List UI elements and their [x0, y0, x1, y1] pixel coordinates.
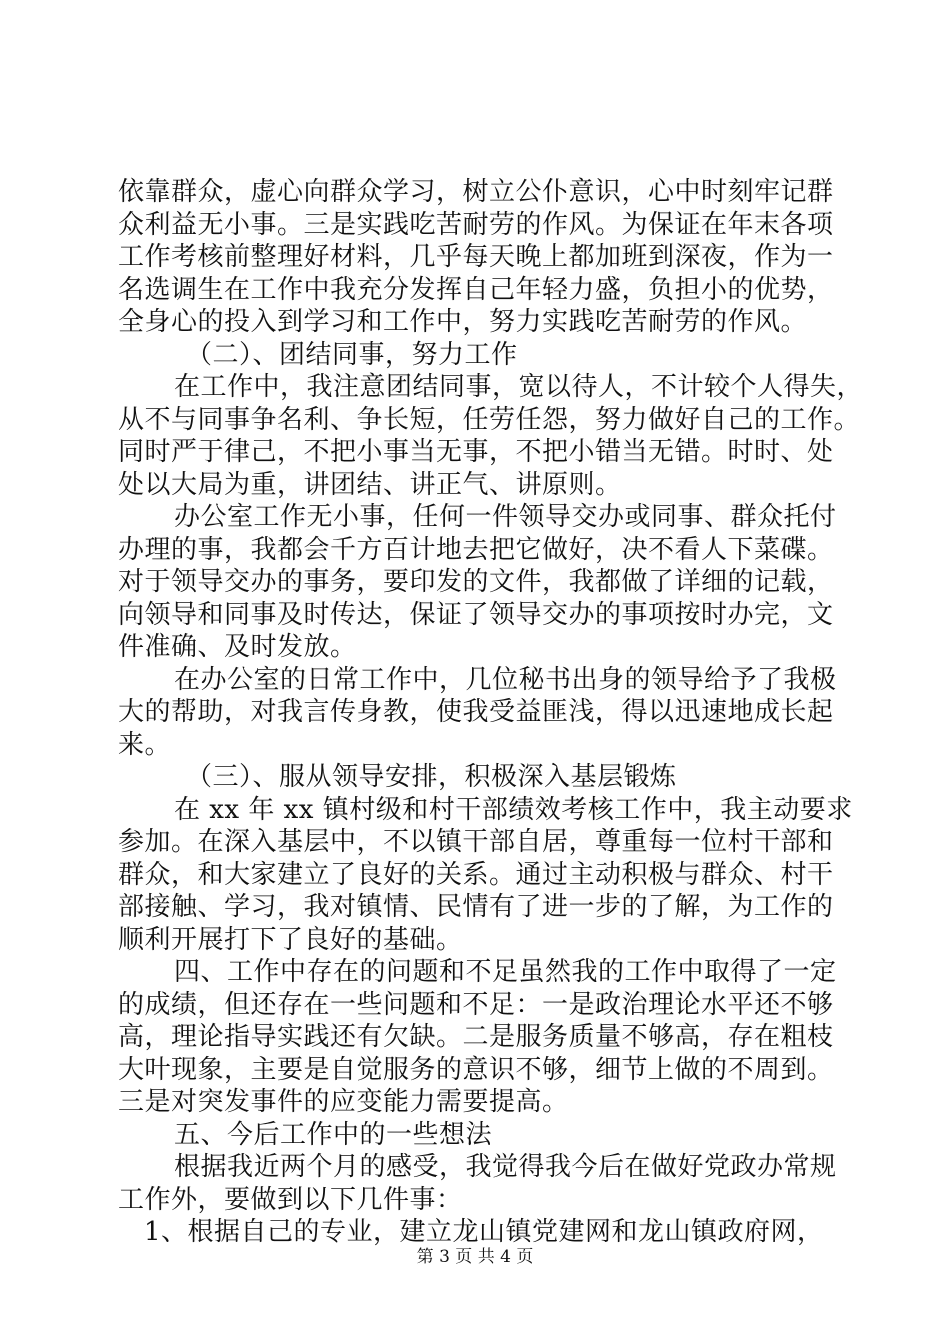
- text-line: 部接触、学习，我对镇情、民情有了进一步的了解，为工作的: [118, 892, 834, 922]
- text-line: 对于领导交办的事务，要印发的文件，我都做了详细的记载，: [118, 567, 834, 597]
- text-line: （三）、服从领导安排，积极深入基层锻炼: [186, 762, 677, 792]
- text-line: 办公室工作无小事，任何一件领导交办或同事、群众托付: [174, 502, 837, 532]
- text-line: 在 xx 年 xx 镇村级和村干部绩效考核工作中，我主动要求: [174, 794, 853, 825]
- text-line: 三是对突发事件的应变能力需要提高。: [118, 1087, 569, 1117]
- text-line: 从不与同事争名利、争长短，任劳任怨，努力做好自己的工作。: [118, 404, 861, 435]
- text-line: 参加。在深入基层中，不以镇干部自居，尊重每一位村干部和: [118, 827, 834, 857]
- text-line: 群众，和大家建立了良好的关系。通过主动积极与群众、村干: [118, 859, 834, 890]
- text-line: 大叶现象，主要是自觉服务的意识不够，细节上做的不周到。: [118, 1054, 834, 1085]
- text-line: 四、工作中存在的问题和不足虽然我的工作中取得了一定: [174, 957, 837, 987]
- text-line: 工作外，要做到以下几件事：: [118, 1184, 463, 1215]
- text-line: 顺利开展打下了良好的基础。: [118, 924, 463, 955]
- text-line: （二）、团结同事，努力工作: [186, 339, 518, 370]
- text-line: 办理的事，我都会千方百计地去把它做好，决不看人下菜碟。: [118, 534, 834, 565]
- text-line: 处以大局为重，讲团结、讲正气、讲原则。: [118, 469, 622, 500]
- text-line: 名选调生在工作中我充分发挥自己年轻力盛，负担小的优势，: [118, 274, 834, 305]
- text-line: 高，理论指导实践还有欠缺。二是服务质量不够高，存在粗枝: [118, 1022, 834, 1052]
- text-line: 在工作中，我注意团结同事，宽以待人，不计较个人得失，: [174, 372, 864, 402]
- text-line: 依靠群众，虚心向群众学习，树立公仆意识，心中时刻牢记群: [118, 177, 834, 207]
- text-line: 根据我近两个月的感受，我觉得我今后在做好党政办常规: [174, 1152, 837, 1182]
- text-line: 全身心的投入到学习和工作中，努力实践吃苦耐劳的作风。: [118, 307, 808, 337]
- text-line: 五、今后工作中的一些想法: [174, 1119, 493, 1150]
- text-line: 向领导和同事及时传达，保证了领导交办的事项按时办完，文: [118, 599, 834, 630]
- text-line: 工作考核前整理好材料，几乎每天晚上都加班到深夜，作为一: [118, 242, 834, 272]
- text-line: 同时严于律己，不把小事当无事，不把小错当无错。时时、处: [118, 437, 834, 467]
- text-line: 在办公室的日常工作中，几位秘书出身的领导给予了我极: [174, 664, 837, 695]
- text-line: 众利益无小事。三是实践吃苦耐劳的作风。为保证在年末各项: [118, 209, 834, 240]
- text-line: 来。: [118, 729, 172, 760]
- page-footer: 第 3 页 共 4 页: [416, 1247, 534, 1267]
- document-body: [118, 176, 864, 1249]
- text-line: 的成绩，但还存在一些问题和不足：一是政治理论水平还不够: [118, 989, 834, 1020]
- text-line: 1、根据自己的专业，建立龙山镇党建网和龙山镇政府网，: [144, 1217, 824, 1247]
- text-line: 大的帮助，对我言传身教，使我受益匪浅，得以迅速地成长起: [118, 697, 834, 727]
- text-line: 件准确、及时发放。: [118, 632, 357, 662]
